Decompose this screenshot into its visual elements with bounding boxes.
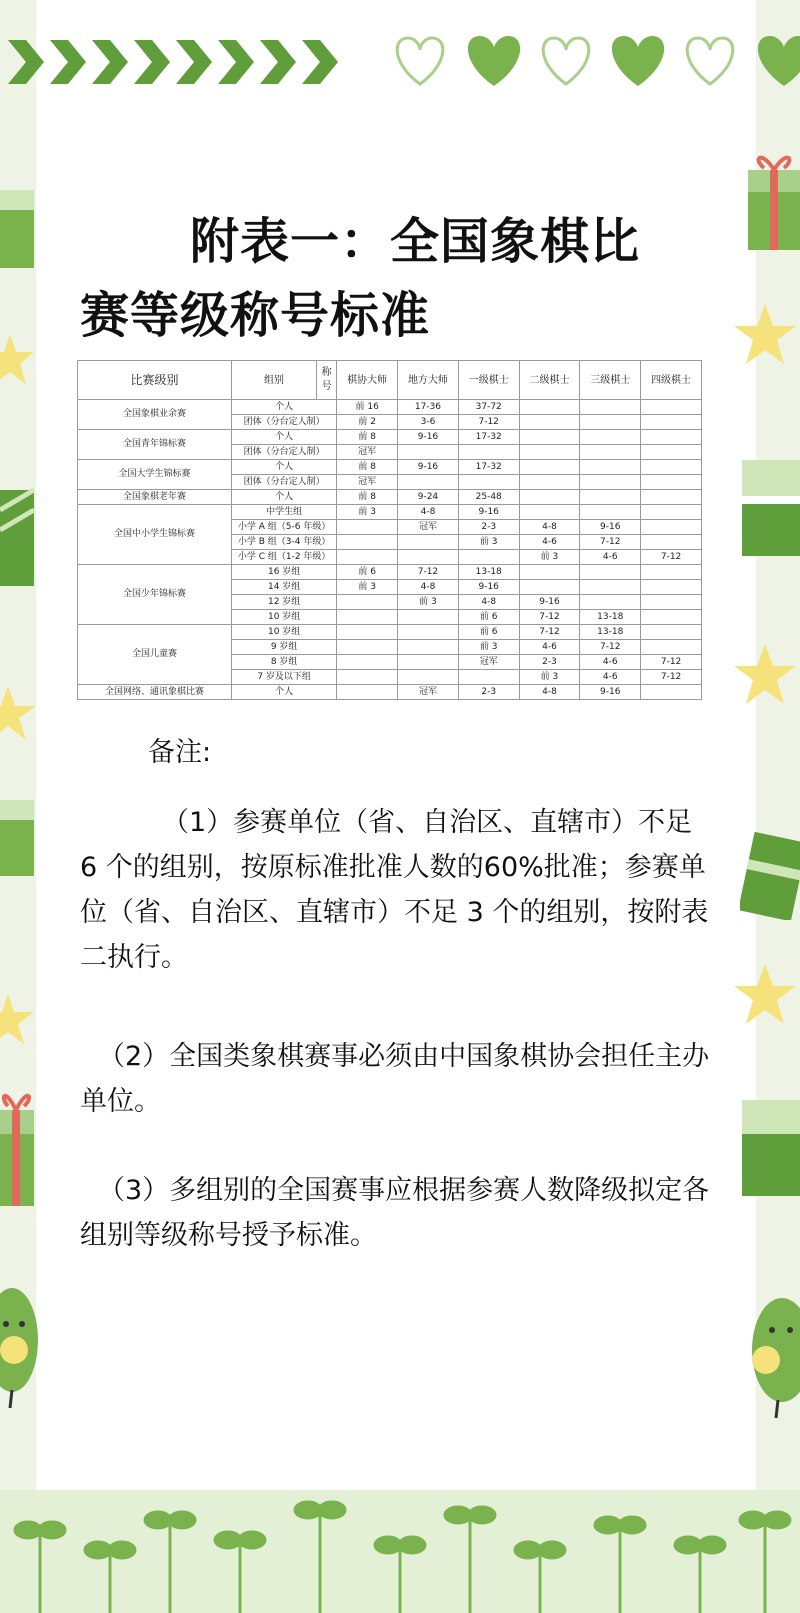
grade-value-cell xyxy=(337,535,398,550)
competition-name-cell: 全国象棋业余赛 xyxy=(78,400,232,430)
table-body xyxy=(78,400,702,700)
chevron-icon xyxy=(8,40,338,84)
group-cell: 小学 A 组（5-6 年级） xyxy=(231,520,336,535)
grade-table xyxy=(77,360,702,700)
grade-value-cell xyxy=(519,475,580,490)
grade-value-cell xyxy=(519,490,580,505)
grade-value-cell: 4-6 xyxy=(580,655,641,670)
grade-value-cell xyxy=(519,400,580,415)
grade-value-cell: 7-12 xyxy=(641,670,702,685)
star-icon xyxy=(0,680,36,750)
grade-value-cell xyxy=(641,475,702,490)
grade-value-cell: 17-32 xyxy=(458,430,519,445)
table-row xyxy=(78,625,702,640)
sprout-icon xyxy=(0,1490,800,1613)
grade-value-cell xyxy=(519,430,580,445)
grade-value-cell: 4-8 xyxy=(519,685,580,700)
grade-value-cell: 7-12 xyxy=(519,610,580,625)
competition-name-cell: 全国青年锦标赛 xyxy=(78,430,232,460)
grade-value-cell: 7-12 xyxy=(458,415,519,430)
table-header-cell: 二级棋士 xyxy=(519,361,580,400)
grade-value-cell xyxy=(580,475,641,490)
grade-value-cell xyxy=(458,445,519,460)
table-header-cell: 比赛级别 xyxy=(78,361,232,400)
grade-value-cell: 前 6 xyxy=(458,625,519,640)
gift-icon xyxy=(0,480,36,590)
grade-value-cell xyxy=(580,505,641,520)
group-cell: 10 岁组 xyxy=(231,610,336,625)
grade-value-cell xyxy=(398,610,459,625)
table-row xyxy=(78,490,702,505)
group-cell: 个人 xyxy=(231,460,336,475)
grade-value-cell xyxy=(519,505,580,520)
grade-value-cell: 3-6 xyxy=(398,415,459,430)
group-cell: 小学 C 组（1-2 年级） xyxy=(231,550,336,565)
grade-value-cell xyxy=(641,580,702,595)
table-header-cell: 棋协大师 xyxy=(337,361,398,400)
grade-value-cell: 9-16 xyxy=(458,580,519,595)
grade-value-cell: 前 2 xyxy=(337,415,398,430)
group-cell: 小学 B 组（3-4 年级） xyxy=(231,535,336,550)
gift-icon xyxy=(742,450,800,560)
star-icon xyxy=(0,990,36,1050)
grade-value-cell xyxy=(580,400,641,415)
grade-value-cell: 9-16 xyxy=(398,430,459,445)
grade-value-cell xyxy=(580,595,641,610)
grade-value-cell xyxy=(641,400,702,415)
star-icon xyxy=(730,960,800,1030)
grade-value-cell xyxy=(641,565,702,580)
grade-value-cell xyxy=(337,595,398,610)
grade-value-cell xyxy=(519,565,580,580)
grade-value-cell: 17-32 xyxy=(458,460,519,475)
grade-value-cell xyxy=(580,460,641,475)
competition-name-cell: 全国少年锦标赛 xyxy=(78,565,232,625)
grade-value-cell: 冠军 xyxy=(458,655,519,670)
table-header-cell: 组别 xyxy=(231,361,316,400)
competition-name-cell: 全国象棋老年赛 xyxy=(78,490,232,505)
gift-icon xyxy=(742,1090,800,1200)
table-row xyxy=(78,430,702,445)
group-cell: 7 岁及以下组 xyxy=(231,670,336,685)
table-header-cell: 称号 xyxy=(317,361,337,400)
grade-value-cell: 25-48 xyxy=(458,490,519,505)
grade-value-cell: 冠军 xyxy=(398,520,459,535)
table-header-cell: 一级棋士 xyxy=(458,361,519,400)
grade-value-cell: 17-36 xyxy=(398,400,459,415)
grade-value-cell xyxy=(337,610,398,625)
competition-name-cell: 全国大学生锦标赛 xyxy=(78,460,232,490)
notes-heading: 备注: xyxy=(148,737,212,768)
competition-name-cell: 全国中小学生锦标赛 xyxy=(78,505,232,565)
heart-icon xyxy=(397,36,800,86)
grade-value-cell: 7-12 xyxy=(641,550,702,565)
grade-value-cell xyxy=(458,550,519,565)
grade-value-cell: 9-16 xyxy=(398,460,459,475)
grade-value-cell xyxy=(641,535,702,550)
group-cell: 个人 xyxy=(231,430,336,445)
grade-value-cell: 4-8 xyxy=(458,595,519,610)
gift-icon xyxy=(742,140,800,260)
table-row xyxy=(78,565,702,580)
grade-value-cell xyxy=(641,610,702,625)
table-header-cell: 地方大师 xyxy=(398,361,459,400)
grade-value-cell: 13-18 xyxy=(580,625,641,640)
grade-value-cell: 前 6 xyxy=(458,610,519,625)
group-cell: 9 岁组 xyxy=(231,640,336,655)
grade-value-cell xyxy=(641,460,702,475)
note-item-2: （2）全国类象棋赛事必须由中国象棋协会担任主办单位。 xyxy=(80,1041,710,1117)
star-icon xyxy=(0,330,36,390)
grade-value-cell xyxy=(398,670,459,685)
grade-value-cell: 2-3 xyxy=(458,685,519,700)
grade-value-cell: 9-16 xyxy=(580,685,641,700)
grade-value-cell: 前 3 xyxy=(519,550,580,565)
grade-value-cell xyxy=(641,640,702,655)
grade-value-cell: 4-6 xyxy=(580,670,641,685)
grade-value-cell: 9-16 xyxy=(519,595,580,610)
grade-value-cell xyxy=(580,415,641,430)
grade-value-cell: 冠军 xyxy=(398,685,459,700)
grade-value-cell: 7-12 xyxy=(398,565,459,580)
grade-value-cell: 13-18 xyxy=(580,610,641,625)
grade-value-cell: 2-3 xyxy=(519,655,580,670)
grade-value-cell xyxy=(641,625,702,640)
star-icon xyxy=(730,640,800,710)
grade-value-cell: 前 3 xyxy=(458,535,519,550)
grade-value-cell: 前 3 xyxy=(337,505,398,520)
grade-value-cell: 4-6 xyxy=(519,535,580,550)
grade-table-container xyxy=(77,360,702,700)
grade-value-cell: 前 3 xyxy=(398,595,459,610)
grade-value-cell xyxy=(458,670,519,685)
gift-icon xyxy=(740,830,800,920)
grade-value-cell xyxy=(580,580,641,595)
grade-value-cell: 7-12 xyxy=(580,640,641,655)
gift-icon xyxy=(0,180,36,270)
grade-value-cell: 7-12 xyxy=(580,535,641,550)
grade-value-cell xyxy=(519,445,580,460)
grade-value-cell: 前 8 xyxy=(337,430,398,445)
grade-value-cell xyxy=(641,445,702,460)
grade-value-cell: 4-8 xyxy=(519,520,580,535)
grade-value-cell xyxy=(641,415,702,430)
table-header-cell: 三级棋士 xyxy=(580,361,641,400)
grade-value-cell xyxy=(580,430,641,445)
grade-value-cell xyxy=(398,445,459,460)
title-line-1: 附表一：全国象棋比 xyxy=(190,213,641,270)
gift-icon xyxy=(0,1070,36,1210)
table-row xyxy=(78,400,702,415)
grade-value-cell: 冠军 xyxy=(337,475,398,490)
grade-value-cell xyxy=(580,445,641,460)
grade-value-cell: 冠军 xyxy=(337,445,398,460)
grade-value-cell xyxy=(458,475,519,490)
grade-value-cell: 9-16 xyxy=(458,505,519,520)
grade-value-cell xyxy=(641,430,702,445)
grade-value-cell: 前 8 xyxy=(337,490,398,505)
bean-character-icon xyxy=(742,1290,800,1420)
grade-value-cell: 2-3 xyxy=(458,520,519,535)
grade-value-cell xyxy=(641,595,702,610)
note-item-3: （3）多组别的全国赛事应根据参赛人数降级拟定各组别等级称号授予标准。 xyxy=(80,1175,710,1251)
group-cell: 8 岁组 xyxy=(231,655,336,670)
grade-value-cell xyxy=(580,490,641,505)
grade-value-cell xyxy=(337,685,398,700)
grade-value-cell xyxy=(641,505,702,520)
competition-name-cell: 全国网络、通讯象棋比赛 xyxy=(78,685,232,700)
title-line-2: 赛等级称号标准 xyxy=(80,287,431,344)
grade-value-cell xyxy=(519,580,580,595)
grade-value-cell xyxy=(337,520,398,535)
competition-name-cell: 全国儿童赛 xyxy=(78,625,232,685)
table-row xyxy=(78,460,702,475)
grade-value-cell: 4-6 xyxy=(519,640,580,655)
table-row xyxy=(78,685,702,700)
bean-character-icon xyxy=(0,1280,40,1410)
group-cell: 中学生组 xyxy=(231,505,336,520)
grade-value-cell: 37-72 xyxy=(458,400,519,415)
grade-value-cell: 前 16 xyxy=(337,400,398,415)
group-cell: 个人 xyxy=(231,490,336,505)
grade-value-cell xyxy=(398,475,459,490)
group-cell: 10 岁组 xyxy=(231,625,336,640)
grade-value-cell xyxy=(337,655,398,670)
grade-value-cell xyxy=(641,685,702,700)
star-icon xyxy=(730,300,800,370)
top-decoration xyxy=(0,20,800,100)
grade-value-cell xyxy=(641,490,702,505)
grade-value-cell: 9-16 xyxy=(580,520,641,535)
gift-icon xyxy=(0,790,36,880)
group-cell: 16 岁组 xyxy=(231,565,336,580)
grade-value-cell xyxy=(337,640,398,655)
grade-value-cell xyxy=(398,655,459,670)
grade-value-cell: 4-8 xyxy=(398,505,459,520)
grade-value-cell: 7-12 xyxy=(519,625,580,640)
table-row xyxy=(78,505,702,520)
grade-value-cell: 7-12 xyxy=(641,655,702,670)
group-cell: 团体（分台定人制） xyxy=(231,445,336,460)
grade-value-cell xyxy=(337,670,398,685)
grade-value-cell: 前 3 xyxy=(337,580,398,595)
table-header-row xyxy=(78,361,702,400)
grade-value-cell: 4-6 xyxy=(580,550,641,565)
table-header-cell: 四级棋士 xyxy=(641,361,702,400)
group-cell: 团体（分台定人制） xyxy=(231,475,336,490)
grade-value-cell xyxy=(398,550,459,565)
grade-value-cell xyxy=(398,625,459,640)
page-title xyxy=(80,205,720,353)
group-cell: 个人 xyxy=(231,400,336,415)
note-item-1: （1）参赛单位（省、自治区、直辖市）不足 6 个的组别，按原标准批准人数的60%批准；参赛单位（省、自治区、直辖市）不足 3 个的组别，按附表二执行。 xyxy=(80,807,709,973)
group-cell: 12 岁组 xyxy=(231,595,336,610)
group-cell: 团体（分台定人制） xyxy=(231,415,336,430)
grade-value-cell xyxy=(398,640,459,655)
grade-value-cell xyxy=(337,625,398,640)
grade-value-cell: 9-24 xyxy=(398,490,459,505)
grade-value-cell: 4-8 xyxy=(398,580,459,595)
grade-value-cell: 13-18 xyxy=(458,565,519,580)
grade-value-cell: 前 3 xyxy=(519,670,580,685)
grade-value-cell xyxy=(337,550,398,565)
grade-value-cell xyxy=(519,460,580,475)
group-cell: 14 岁组 xyxy=(231,580,336,595)
grade-value-cell: 前 3 xyxy=(458,640,519,655)
grade-value-cell xyxy=(519,415,580,430)
grade-value-cell: 前 8 xyxy=(337,460,398,475)
group-cell: 个人 xyxy=(231,685,336,700)
grade-value-cell xyxy=(580,565,641,580)
grade-value-cell xyxy=(398,535,459,550)
grade-value-cell xyxy=(641,520,702,535)
grade-value-cell: 前 6 xyxy=(337,565,398,580)
